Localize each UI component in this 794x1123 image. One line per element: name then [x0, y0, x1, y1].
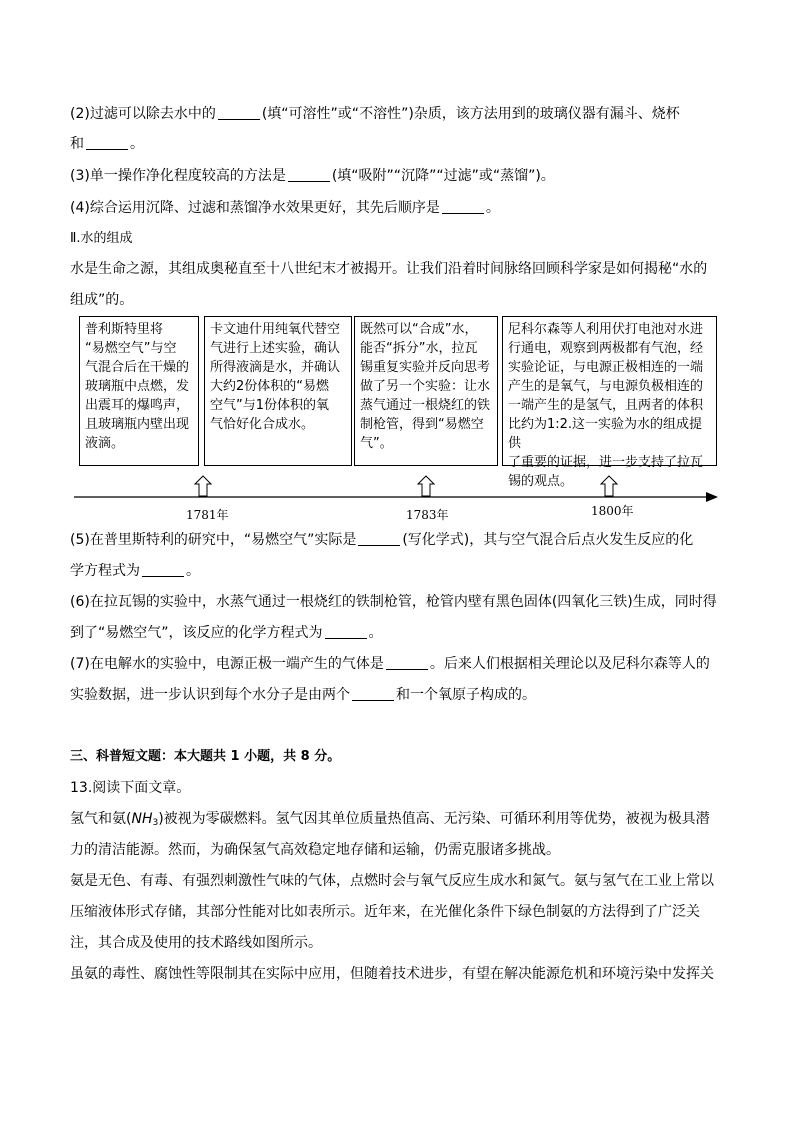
formula-nh3: NH: [131, 811, 153, 827]
box-text-line: 气进行上述实验，确认: [210, 341, 341, 356]
article-p2-line-3: 注，其合成及使用的技术路线如图所示。: [70, 935, 322, 951]
question-2-text-cont: (填“可溶性”或“不溶性”)杂质，该方法用到的玻璃仪器有漏斗、烧杯: [261, 106, 680, 122]
box-text-line: 做了另一个实验：让水: [360, 379, 491, 394]
intro-line-2: 组成”的。: [70, 292, 134, 308]
question-6-text: 到了“易燃空气”，该反应的化学方程式为: [70, 625, 323, 641]
article-p2-line-2: 压缩液体形式存储，其部分性能对比如表所示。近年来，在光催化条件下绿色制氨的方法得到了广泛关: [70, 904, 700, 920]
box-text-line: 行通电，观察到两极都有气泡，经: [508, 341, 704, 356]
up-arrow-icon: [601, 476, 617, 496]
box-text-line: 比约为1:2.这一实验为水的组成提供: [508, 417, 703, 451]
answer-blank: [142, 562, 184, 577]
timeline-axis: [0, 0, 794, 520]
box-text-line: 空气”与1份体积的氧: [210, 398, 330, 413]
question-4-text-end: 。: [485, 200, 500, 216]
intro-line-1: 水是生命之源，其组成奥秘直至十八世纪末才被揭开。让我们沿着时间脉络回顾科学家是如何揭秘“水的: [70, 261, 708, 277]
box-text-line: 卡文迪什用纯氧代替空: [210, 322, 341, 337]
box-text-line: 能否“拆分”水，拉瓦: [360, 341, 478, 356]
box-text-line: “易燃空气”与空: [85, 341, 177, 356]
question-2-text-end: 。: [130, 136, 144, 152]
year-label-1783: 1783年: [406, 508, 449, 522]
box-text-line: 出震耳的爆鸣声，: [85, 398, 190, 413]
year-label-1800: 1800年: [591, 504, 634, 518]
year-label-1781: 1781年: [186, 508, 229, 522]
box-text-line: 蒸气通过一根烧红的铁: [360, 398, 491, 413]
question-5-text: (5)在普里斯特利的研究中，“易燃空气”实际是: [70, 532, 357, 548]
article-text: 氢气和氨(: [70, 811, 132, 827]
up-arrow-icon: [195, 476, 211, 496]
question-5-line-1: [70, 530, 693, 550]
box-text-line: 普利斯特里将: [85, 322, 164, 337]
question-2-text-and: 和: [70, 136, 84, 152]
question-7-text: (7)在电解水的实验中，电源正极一端产生的气体是: [70, 656, 384, 672]
article-p1-line-1: [70, 809, 710, 833]
question-7-text-cont: 。后来人们根据相关理论以及尼科尔森等人的: [429, 656, 710, 672]
article-p3-line-1: 虽氨的毒性、腐蚀性等限制其在实际中应用，但随着技术进步，有望在解决能源危机和环境污染中发挥关: [70, 966, 714, 982]
question-6-line-2: [70, 623, 383, 643]
formula-subscript: 3: [152, 818, 159, 828]
box-text-line: 且玻璃瓶内壁出现: [85, 417, 190, 432]
question-6-line-1: (6)在拉瓦锡的实验中，水蒸气通过一根烧红的铁制枪管，枪管内壁有黑色固体(四氧化三铁)生成，同时得: [70, 594, 717, 610]
box-text-line: 制枪管，得到“易燃空: [360, 417, 484, 432]
box-text-line: 尼科尔森等人利用伏打电池对水进: [508, 322, 704, 337]
question-5-text-equation: 学方程式为: [70, 563, 140, 579]
box-text-line: 锡的观点。: [508, 474, 574, 489]
box-text-line: 大约2份体积的“易燃: [210, 379, 330, 394]
question-5-text-end: 。: [186, 563, 200, 579]
question-4-text: (4)综合运用沉降、过滤和蒸馏净水效果更好，其先后顺序是: [70, 200, 440, 216]
timeline-arrowhead: [706, 492, 718, 502]
article-p2-line-1: 氨是无色、有毒、有强烈刺激性气味的气体，点燃时会与氧气反应生成水和氮气。氨与氢气在工业上常以: [70, 873, 714, 889]
answer-blank: [358, 531, 400, 546]
up-arrow-icon: [418, 476, 434, 496]
box-text-line: 液滴。: [85, 436, 125, 451]
section-2-title: Ⅱ.水的组成: [70, 231, 133, 246]
box-text-line: 气恰好化合成水。: [210, 417, 315, 432]
box-text-line: 产生的是氧气，与电源负极相连的: [508, 379, 704, 394]
question-5-text-cont: (写化学式)，其与空气混合后点火发生反应的化: [402, 532, 694, 548]
box-text-line: 气混合后在干燥的: [85, 360, 190, 375]
box-text-line: 既然可以“合成”水，: [360, 322, 478, 337]
box-text-line: 锡重复实验并反向思考: [360, 360, 491, 375]
question-7-line-1: [70, 654, 710, 674]
section-3-title: 三、科普短文题：本大题共 1 小题，共 8 分。: [70, 749, 341, 764]
question-6-text-end: 。: [368, 625, 383, 641]
question-13-intro: 13.阅读下面文章。: [70, 780, 191, 796]
question-7-line-2: [70, 685, 536, 705]
box-text-line: 所得液滴是水，并确认: [210, 360, 341, 375]
answer-blank: [325, 624, 367, 639]
article-p1-line-2: 力的清洁能源。然而，为确保氢气高效稳定地存储和运输，仍需克服诸多挑战。: [70, 842, 560, 858]
box-text-line: 了重要的证据，进一步支持了拉瓦: [508, 455, 704, 470]
question-3-text: (3)单一操作净化程度较高的方法是: [70, 168, 286, 184]
answer-blank: [352, 686, 394, 701]
box-text-line: 气”。: [360, 436, 393, 451]
question-3-text-cont: (填“吸附”“沉降”“过滤”或“蒸馏”)。: [331, 168, 555, 184]
question-2-text: (2)过滤可以除去水中的: [70, 106, 216, 122]
question-7-text-end: 和一个氧原子构成的。: [396, 687, 536, 703]
box-text-line: 实验论证，与电源正极相连的一端: [508, 360, 704, 375]
question-7-text-cont2: 实验数据，进一步认识到每个水分子是由两个: [70, 687, 350, 703]
box-text-line: 一端产生的是氢气，且两者的体积: [508, 398, 704, 413]
question-5-line-2: [70, 561, 200, 581]
answer-blank: [386, 655, 428, 670]
article-text-cont: )被视为零碳燃料。氢气因其单位质量热值高、无污染、可循环利用等优势，被视为极具潜: [158, 811, 710, 827]
box-text-line: 玻璃瓶中点燃，发: [85, 379, 190, 394]
